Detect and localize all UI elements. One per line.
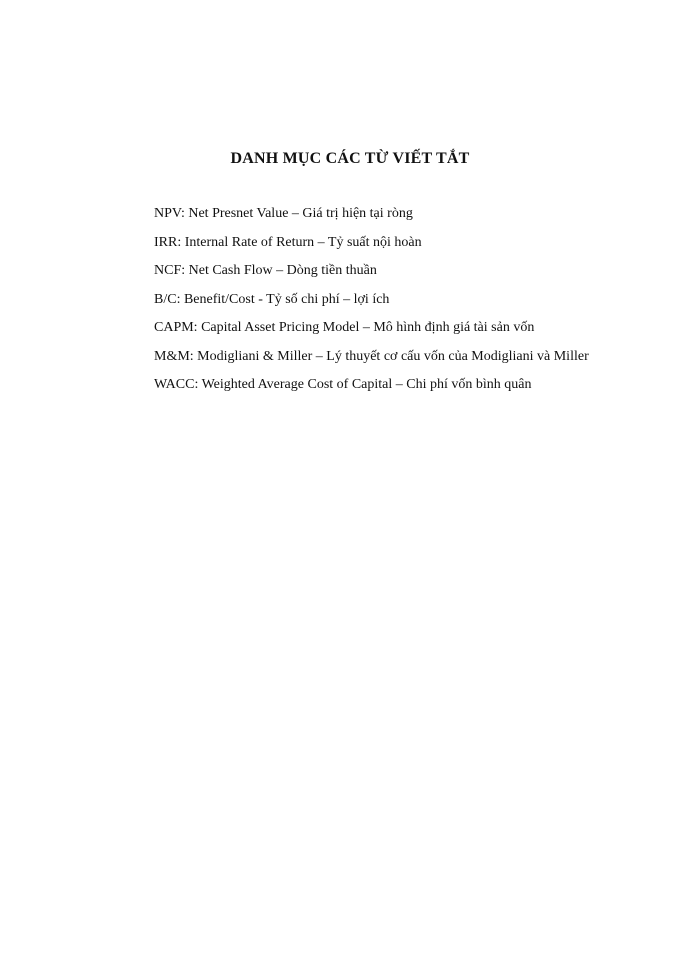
abbreviation-npv: NPV: Net Presnet Value – Giá trị hiện tại ròng (154, 206, 413, 221)
abbreviation-list (154, 200, 589, 400)
abbreviation-mm: M&M: Modigliani & Miller – Lý thuyết cơ cấu vốn của Modigliani và Miller (154, 348, 589, 364)
abbreviation-irr: IRR: Internal Rate of Return – Tỷ suất nội hoàn (154, 234, 422, 250)
abbreviation-bc: B/C: Benefit/Cost - Tỷ số chi phí – lợi ích (154, 291, 390, 307)
abbreviation-capm: CAPM: Capital Asset Pricing Model – Mô hình định giá tài sản vốn (154, 320, 535, 335)
page-title: DANH MỤC CÁC TỪ VIẾT TẮT (230, 150, 470, 167)
abbreviation-ncf: NCF: Net Cash Flow – Dòng tiền thuần (154, 263, 377, 278)
abbreviation-wacc: WACC: Weighted Average Cost of Capital – Chi phí vốn bình quân (154, 377, 532, 392)
